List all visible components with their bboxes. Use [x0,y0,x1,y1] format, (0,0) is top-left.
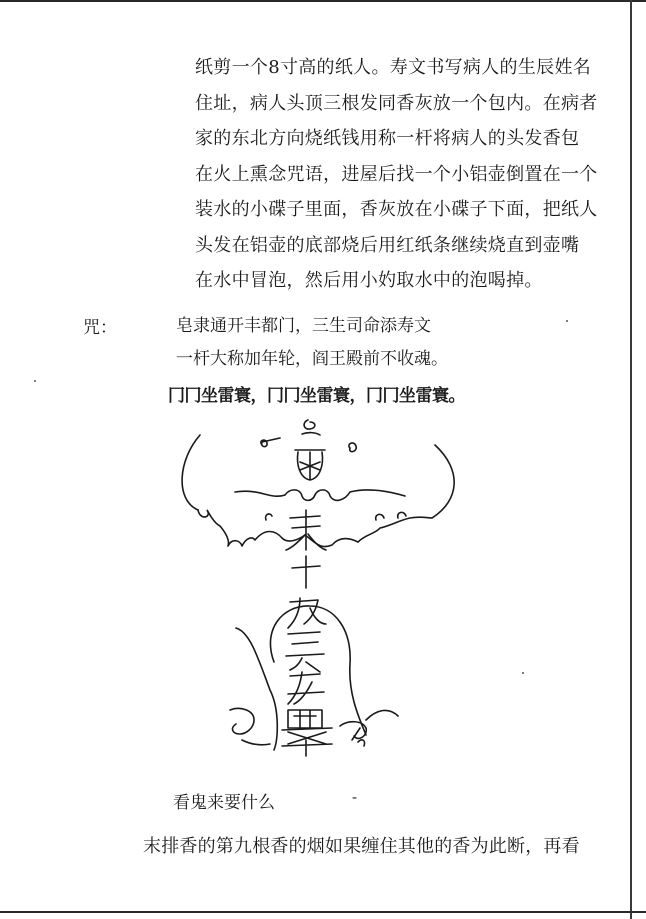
left-top-swirl [261,438,280,447]
top-glyph [295,450,325,480]
ritual-instructions [195,50,615,299]
top-swirl [304,420,315,429]
scan-speck [566,320,568,322]
mantra-line: 皂隶通开丰都门，三生司命添寿文 [176,316,431,336]
left-outer-arc [182,435,200,510]
right-outer-arc [432,445,454,518]
base-right-swirl [340,710,398,738]
paragraph-line: 纸剪一个8寸高的纸人。寿文书写病人的生辰姓名 [195,57,592,78]
mantra-verse [176,310,448,376]
scan-speck [522,672,524,674]
glyph-wang [288,710,322,728]
mantra-label: 咒： [83,318,117,338]
base-left-swirl [230,708,254,734]
glyph-yun [286,632,324,672]
paragraph-line: 住址，病人头顶三根发同香灰放一个包内。在病者 [195,92,598,114]
handwritten-chant: 冂冂坐雷寰，冂冂坐雷寰，冂冂坐雷寰。 [168,386,465,406]
scan-speck [34,380,36,382]
glyph-jiu [288,598,326,628]
page-border-top [0,0,646,2]
right-top-swirl [349,443,356,452]
paragraph-line: 头发在铝壶的底部烧后用红纸条继续烧直到壶嘴 [195,234,580,256]
talisman-drawing [170,410,460,770]
mantra-line: 一杆大称加年轮，阎王殿前不收魂。 [176,349,448,369]
section-body-line: 末排香的第九根香的烟如果缠住其他的香为此断，再看 [143,836,580,857]
stray-dash: - [352,788,358,806]
garland [198,510,432,547]
section-heading: 看鬼来要什么 [173,793,275,813]
page-border-right [630,0,632,919]
paragraph-line: 在水中冒泡，然后用小妁取水中的泡喝掉。 [195,270,543,291]
cloud-band [235,490,405,501]
glyph-fu [286,510,326,550]
paragraph-line: 装水的小碟子里面，香灰放在小碟子下面，把纸人 [195,199,598,220]
glyph-nv [288,672,324,704]
glyph-lv [282,728,332,756]
paragraph-line: 在火上熏念咒语，进屋后找一个小铝壶倒置在一个 [195,163,598,185]
glyph-shi [292,556,320,588]
paragraph-line: 家的东北方向烧纸钱用称一杆将病人的头发香包 [195,128,580,149]
page-border-bottom [0,911,646,913]
